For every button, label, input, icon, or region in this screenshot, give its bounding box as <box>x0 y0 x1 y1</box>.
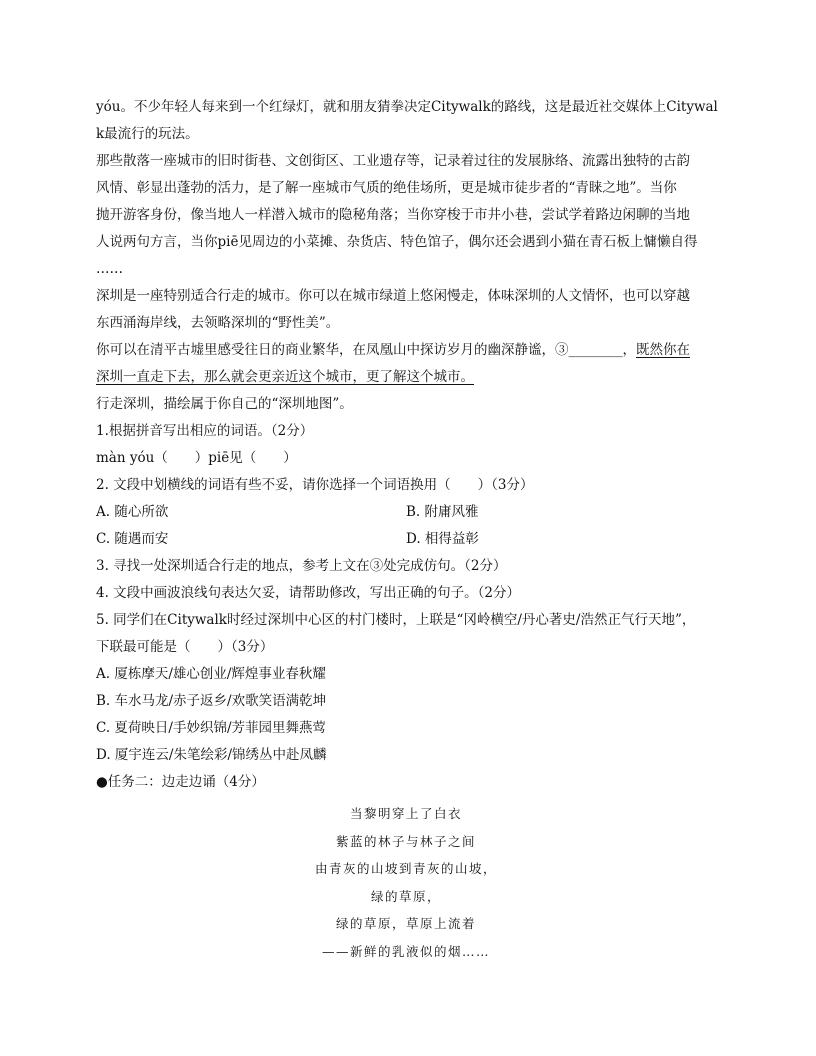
option-d: D. 相得益彰 <box>406 531 479 547</box>
passage-line: 那些散落一座城市的旧时街巷、文创街区、工业遗存等，记录着过往的发展脉络、流露出独特的古韵 <box>96 153 690 169</box>
passage-line: …… <box>96 261 123 277</box>
passage-line <box>96 364 716 391</box>
poem-line: 绿的草原，草原上流着 <box>335 916 476 931</box>
poem-line: 由青灰的山坡到青灰的山坡， <box>314 861 497 876</box>
poem <box>96 800 716 965</box>
option-a: A. 厦栋摩天/雄心创业/辉煌事业春秋耀 <box>96 666 326 682</box>
question-1: 1.根据拼音写出相应的词语。（2分） <box>96 423 314 439</box>
passage-line: k最流行的玩法。 <box>96 126 199 142</box>
underlined-sentence: 深圳一直走下去，那么就会更亲近这个城市，更了解这个城市。 <box>96 369 474 385</box>
passage-line: 东西涌海岸线，去领略深圳的“野性美”。 <box>96 315 340 331</box>
passage-line: yóu。不少年轻人每来到一个红绿灯，就和朋友猜拳决定Citywalk的路线，这是最近社交媒体上Citywal <box>96 99 718 115</box>
underlined-sentence: 既然你在 <box>636 342 690 358</box>
exam-content <box>96 94 716 796</box>
passage-line: 风情、彰显出蓬勃的活力，是了解一座城市气质的绝佳场所，更是城市徒步者的“青睐之地”。当你 <box>96 180 677 196</box>
option-b: B. 附庸风雅 <box>406 504 479 520</box>
option-c: C. 随遇而安 <box>96 531 169 547</box>
option-b: B. 车水马龙/赤子返乡/欢歌笑语满乾坤 <box>96 693 327 709</box>
task-2-heading: ●任务二：边走边诵（4分） <box>96 774 265 790</box>
question-2: 2. 文段中划横线的词语有些不妥，请你选择一个词语换用（ ）（3分） <box>96 477 534 493</box>
poem-line: 当黎明穿上了白衣 <box>349 806 462 821</box>
poem-line: 紫蓝的林子与林子之间 <box>335 833 476 849</box>
question-2-options-row <box>96 526 716 553</box>
question-5: 下联最可能是（ ）（3分） <box>96 639 274 655</box>
option-c: C. 夏荷映日/手妙织锦/芳菲园里舞燕莺 <box>96 720 327 736</box>
passage-line: 行走深圳，描绘属于你自己的“深圳地图”。 <box>96 396 353 412</box>
question-2-options-row <box>96 499 716 526</box>
question-4: 4. 文段中画波浪线句表达欠妥，请帮助修改，写出正确的句子。（2分） <box>96 585 521 601</box>
passage-line <box>96 337 716 364</box>
poem-line: 绿的草原， <box>370 888 441 904</box>
passage-line: 抛开游客身份，像当地人一样潜入城市的隐秘角落；当你穿梭于市井小巷，尝试学着路边闲聊的当地 <box>96 207 690 223</box>
question-3: 3. 寻找一处深圳适合行走的地点，参考上文在③处完成仿句。（2分） <box>96 558 507 574</box>
question-1-pinyin: màn yóu（ ）piē见（ ） <box>96 450 297 466</box>
question-5: 5. 同学们在Citywalk时经过深圳中心区的村门楼时，上联是“冈岭横空/丹心著史/浩然正气行天地”， <box>96 612 696 628</box>
option-d: D. 厦宇连云/朱笔绘彩/锦绣丛中赴凤麟 <box>96 747 327 763</box>
passage-line: 人说两句方言，当你piē见周边的小菜摊、杂货店、特色馆子，偶尔还会遇到小猫在青石板上慵懒自得 <box>96 234 698 250</box>
passage-line: 深圳是一座特别适合行走的城市。你可以在城市绿道上悠闲慢走，体味深圳的人文情怀，也可以穿越 <box>96 288 690 304</box>
option-a: A. 随心所欲 <box>96 504 169 520</box>
poem-line: ——新鲜的乳液似的烟…… <box>321 943 490 959</box>
passage-text: 你可以在清平古墟里感受往日的商业繁华，在凤凰山中探访岁月的幽深静谧，③________， <box>96 342 636 358</box>
